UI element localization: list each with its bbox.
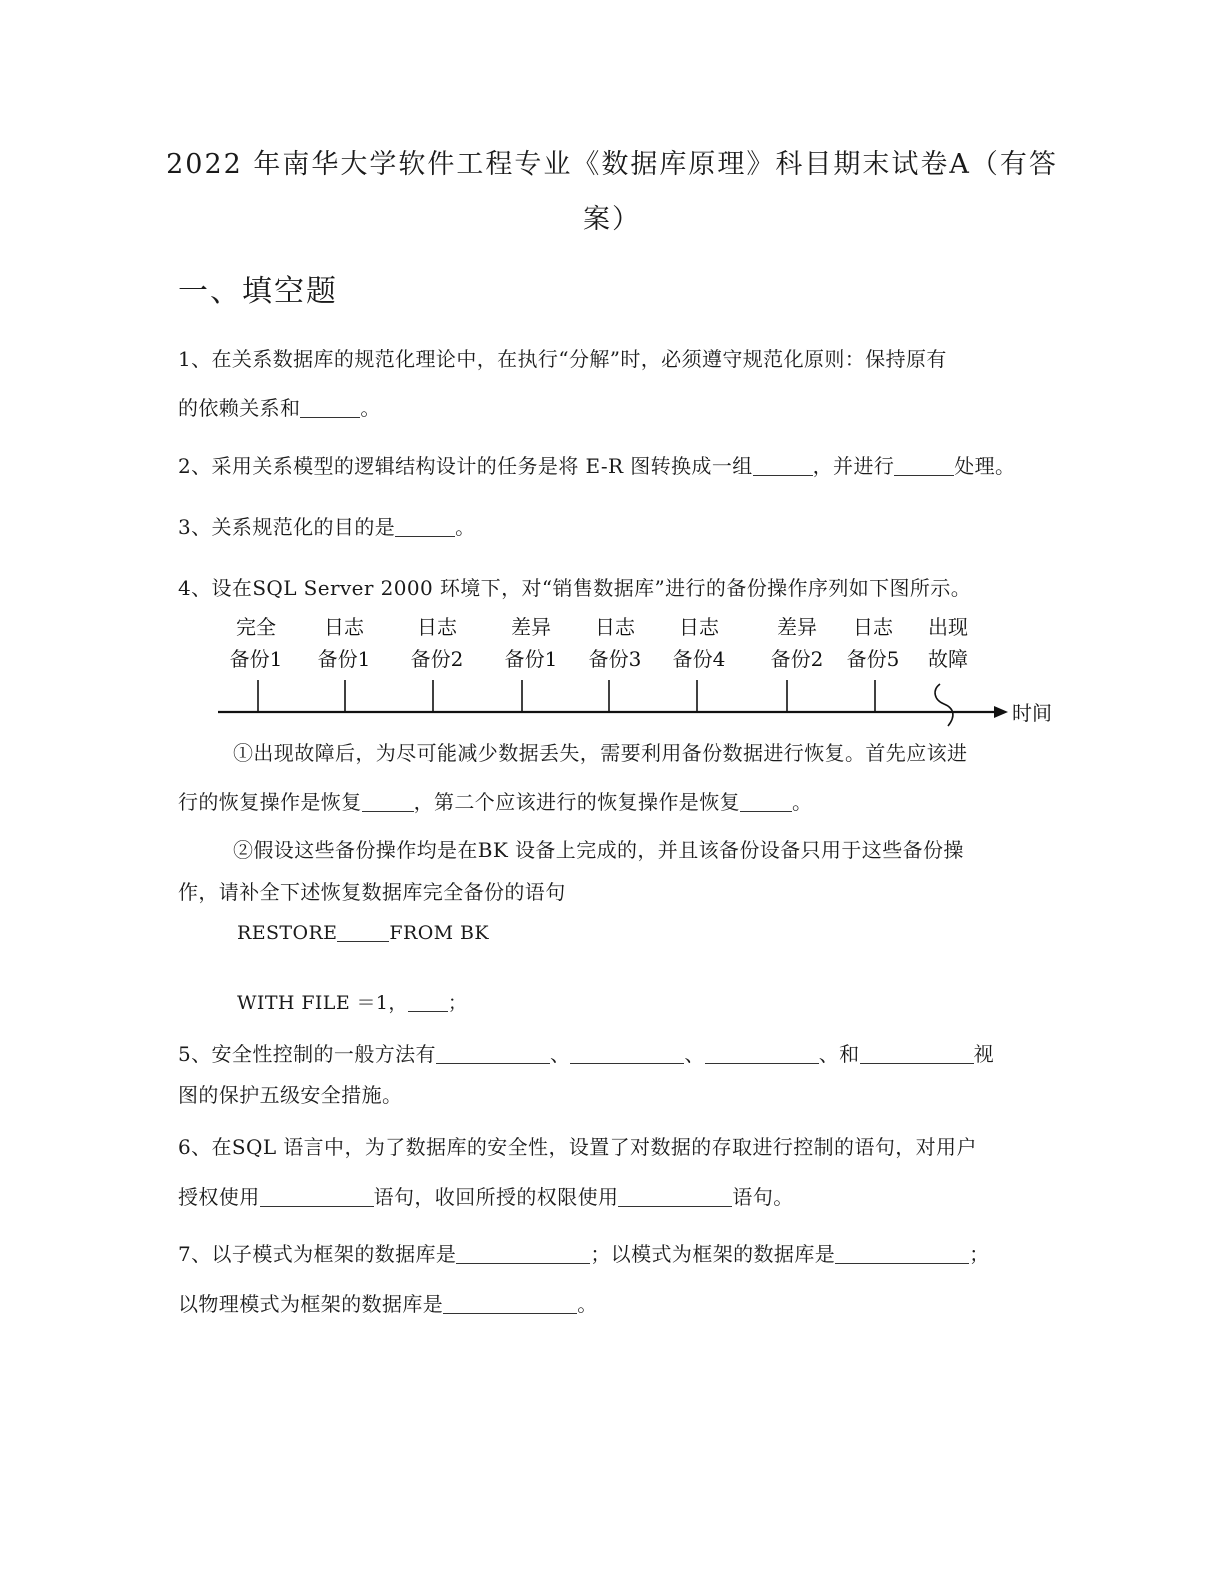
doc-title-line1: 2022 年南华大学软件工程专业《数据库原理》科目期末试卷A（有答 <box>166 149 1058 180</box>
q5-sep-3: 、和 <box>818 1042 860 1066</box>
q4-part1-line1: ①出现故障后，为尽可能减少数据丢失，需要利用备份数据进行恢复。首先应该进 <box>233 741 968 765</box>
timeline-event-failure <box>928 615 968 726</box>
q6-blank-1 <box>260 1186 374 1207</box>
doc-title-line2: 案） <box>583 204 641 235</box>
q5-blank-3 <box>705 1043 819 1064</box>
q7-blank-3 <box>443 1293 577 1314</box>
timeline-event-2 <box>318 615 371 712</box>
q5-line1 <box>178 1038 994 1067</box>
q5-sep-2: 、 <box>684 1042 705 1066</box>
q6-blank-2 <box>618 1186 732 1207</box>
q4-code-line1 <box>237 921 489 944</box>
event-8-top: 日志 <box>853 615 893 639</box>
timeline-axis-label: 时间 <box>1012 701 1052 725</box>
event-4-bottom: 备份1 <box>504 647 558 671</box>
q2-text-a: 2、采用关系模型的逻辑结构设计的任务是将 E-R 图转换成一组 <box>178 454 753 478</box>
timeline-event-4 <box>505 615 558 712</box>
q4-part2-line1: ②假设这些备份操作均是在BK 设备上完成的，并且该备份设备只用于这些备份操 <box>233 838 964 862</box>
q6-text-b: 语句，收回所授的权限使用 <box>373 1185 619 1209</box>
q4-code-from: FROM BK <box>389 922 489 944</box>
q6-text-c: 语句。 <box>732 1185 794 1209</box>
q5-text-a: 5、安全性控制的一般方法有 <box>178 1042 436 1066</box>
q4-p1-text-b: ，第二个应该进行的恢复操作是恢复 <box>413 790 741 814</box>
event-5-top: 日志 <box>595 615 635 639</box>
event-6-top: 日志 <box>679 615 719 639</box>
timeline-event-1 <box>230 615 283 712</box>
event-4-top: 差异 <box>511 615 551 639</box>
q7-text-a: 7、以子模式为框架的数据库是 <box>178 1242 457 1266</box>
q1-blank <box>300 397 360 418</box>
q4-p1-blank-1 <box>362 791 414 812</box>
q7-line1 <box>178 1238 990 1267</box>
q1-text: 的依赖关系和 <box>178 396 301 420</box>
q4-code-restore: RESTORE <box>237 922 338 944</box>
q6-text-a: 授权使用 <box>178 1185 260 1209</box>
q7-text-c: ； <box>969 1242 990 1266</box>
q4-p1-blank-2 <box>740 791 792 812</box>
q2-blank-2 <box>894 455 954 476</box>
event-3-bottom: 备份2 <box>410 647 464 671</box>
q5-blank-4 <box>860 1043 974 1064</box>
q5-blank-1 <box>436 1043 550 1064</box>
q6-line1: 6、在SQL 语言中，为了数据库的安全性，设置了对数据的存取进行控制的语句，对用户 <box>178 1135 977 1159</box>
event-7-top: 差异 <box>777 615 817 639</box>
event-8-bottom: 备份5 <box>846 647 900 671</box>
event-6-bottom: 备份4 <box>672 647 726 671</box>
q2-text-c: 处理。 <box>954 454 1016 478</box>
q4-p1-text-a: 行的恢复操作是恢复 <box>178 790 362 814</box>
q5-blank-2 <box>570 1043 684 1064</box>
q4-part2-line2: 作，请补全下述恢复数据库完全备份的语句 <box>178 880 566 904</box>
event-3-top: 日志 <box>417 615 457 639</box>
q4-code-end: ； <box>447 992 468 1014</box>
q4-code-blank-2 <box>408 991 448 1012</box>
q5-text-b: 视 <box>973 1042 994 1066</box>
event-9-top: 出现 <box>928 615 968 639</box>
timeline-event-5 <box>589 615 642 712</box>
q4-p1-text-c: 。 <box>792 790 813 814</box>
backup-timeline-figure <box>218 608 1060 730</box>
timeline-event-7 <box>771 615 824 712</box>
failure-squiggle-icon <box>935 684 953 726</box>
q6-line2 <box>178 1181 794 1210</box>
event-5-bottom: 备份3 <box>588 647 642 671</box>
timeline-event-6 <box>673 615 726 712</box>
section-heading: 一、填空题 <box>178 274 338 309</box>
q3-text: 3、关系规范化的目的是 <box>178 515 396 539</box>
q5-sep-1: 、 <box>549 1042 571 1066</box>
q3-end: 。 <box>455 515 476 539</box>
q2-line <box>178 450 1015 479</box>
q1-line2 <box>178 392 381 421</box>
q4-code-line2 <box>237 988 467 1015</box>
q4-part1-line2 <box>178 786 812 815</box>
timeline-event-3 <box>411 615 464 712</box>
q1-end: 。 <box>360 396 381 420</box>
q2-text-b: ，并进行 <box>812 454 895 478</box>
q7-text-b: ；以模式为框架的数据库是 <box>590 1242 836 1266</box>
event-9-bottom: 故障 <box>928 647 968 671</box>
timeline-arrowhead <box>994 706 1008 718</box>
q4-code-blank-1 <box>337 921 389 942</box>
event-7-bottom: 备份2 <box>770 647 824 671</box>
q7-line2 <box>178 1288 598 1317</box>
timeline-event-8 <box>847 615 900 712</box>
event-1-top: 完全 <box>236 615 276 639</box>
q7-blank-1 <box>456 1243 590 1264</box>
q4-code-with: WITH FILE ＝1， <box>237 992 408 1014</box>
event-1-bottom: 备份1 <box>229 647 283 671</box>
event-2-bottom: 备份1 <box>317 647 371 671</box>
q5-line2: 图的保护五级安全措施。 <box>178 1083 403 1107</box>
q3-line <box>178 511 476 540</box>
q7-text-d: 以物理模式为框架的数据库是 <box>178 1292 444 1316</box>
q7-end: 。 <box>577 1292 598 1316</box>
q4-intro: 4、设在SQL Server 2000 环境下，对“销售数据库”进行的备份操作序列如下图所示。 <box>178 576 972 600</box>
q7-blank-2 <box>835 1243 969 1264</box>
q1-line1: 1、在关系数据库的规范化理论中，在执行“分解”时，必须遵守规范化原则：保持原有 <box>178 347 947 371</box>
q2-blank-1 <box>753 455 813 476</box>
q3-blank <box>395 516 455 537</box>
event-2-top: 日志 <box>324 615 364 639</box>
